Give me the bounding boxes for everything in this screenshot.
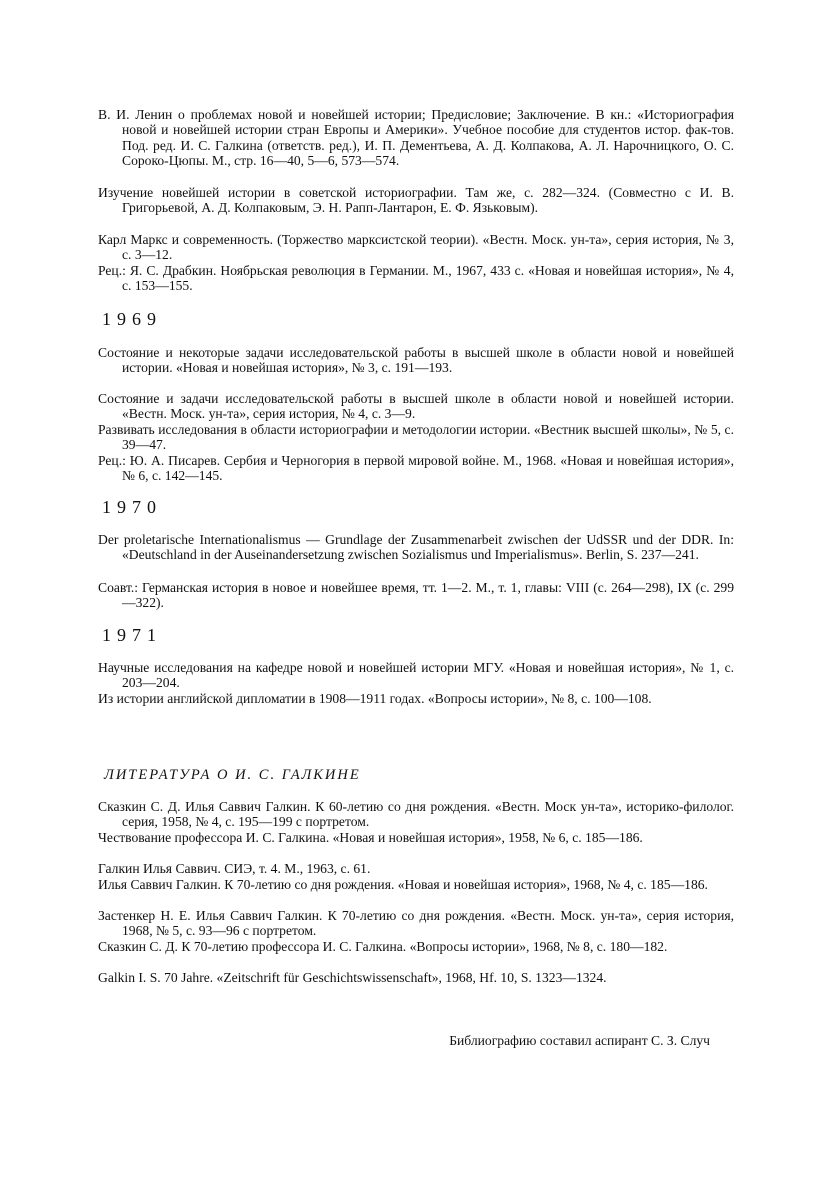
literature-item-1: Сказкин С. Д. Илья Саввич Галкин. К 60-летию со дня рождения. «Вестн. Моск ун-та», историко-филолог. серия, 1958, № 4, с. 195—199 с портретом. [98, 799, 734, 830]
year-heading-1970: 1970 [102, 497, 162, 517]
entry-1969-2: Состояние и задачи исследовательской работы в высшей школе в области новой и новейшей истории. «Вестн. Моск. ун-та», серия история, № 4, с. 3—9. [98, 391, 734, 422]
literature-item-5: Застенкер Н. Е. Илья Саввич Галкин. К 70-летию со дня рождения. «Вестн. Моск. ун-та», серия история, 1968, № 5, с. 93—96 с портретом. [98, 908, 734, 939]
entry-1968-lenin: В. И. Ленин о проблемах новой и новейшей истории; Предисловие; Заключение. В кн.: «Историография новой и новейшей истории стран Европы и Америки». Учебное пособие для студентов истор. фак-тов. Под. ред. И. С. Галкина (ответств. ред.), И. П. Дементьева, А. Д. Колпакова, А. Л. Нарочницкого, О. С. Сороко-Цюпы. М., стр. 16—40, 5—6, 573—574. [98, 107, 734, 169]
literature-item-6: Сказкин С. Д. К 70-летию профессора И. С. Галкина. «Вопросы истории», 1968, № 8, с. 180—182. [98, 939, 668, 954]
entry-1968-review: Рец.: Я. С. Драбкин. Ноябрьская революция в Германии. М., 1967, 433 с. «Новая и новейшая история», № 4, с. 153—155. [98, 263, 734, 294]
entry-1969-1: Состояние и некоторые задачи исследовательской работы в высшей школе в области новой и новейшей истории. «Новая и новейшая история», № 3, с. 191—193. [98, 345, 734, 376]
entry-1971-1: Научные исследования на кафедре новой и новейшей истории МГУ. «Новая и новейшая история», № 1, с. 203—204. [98, 660, 734, 691]
year-heading-1969: 1969 [102, 309, 162, 329]
entry-1968-marx: Карл Маркс и современность. (Торжество марксистской теории). «Вестн. Моск. ун-та», серия история, № 3, с. 3—12. [98, 232, 734, 263]
literature-item-2: Чествование профессора И. С. Галкина. «Новая и новейшая история», 1958, № 6, с. 185—186. [98, 830, 643, 845]
entry-1968-historiography: Изучение новейшей истории в советской историографии. Там же, с. 282—324. (Совместно с И. В. Григорьевой, А. Д. Колпаковым, Э. Н. Рапп-Лантарон, Е. Ф. Язьковым). [98, 185, 734, 216]
literature-item-7: Galkin I. S. 70 Jahre. «Zeitschrift für Geschichtswissenschaft», 1968, Hf. 10, S. 1323—1324. [98, 970, 607, 985]
entry-1969-4: Рец.: Ю. А. Писарев. Сербия и Черногория в первой мировой войне. М., 1968. «Новая и новейшая история», № 6, с. 142—145. [98, 453, 734, 484]
section-heading-literature: ЛИТЕРАТУРА О И. С. ГАЛКИНЕ [104, 767, 361, 783]
literature-item-3: Галкин Илья Саввич. СИЭ, т. 4. М., 1963, с. 61. [98, 861, 371, 876]
literature-item-4: Илья Саввич Галкин. К 70-летию со дня рождения. «Новая и новейшая история», 1968, № 4, с. 185—186. [98, 877, 708, 892]
entry-1971-2: Из истории английской дипломатии в 1908—1911 годах. «Вопросы истории», № 8, с. 100—108. [98, 691, 652, 706]
entry-1970-2: Соавт.: Германская история в новое и новейшее время, тт. 1—2. М., т. 1, главы: VIII (с. 264—298), IX (с. 299—322). [98, 580, 734, 611]
year-heading-1971: 1971 [102, 625, 162, 645]
entry-1970-1: Der proletarische Internationalismus — Grundlage der Zusammenarbeit zwischen der UdSSR und der DDR. In: «Deutschland in der Auseinandersetzung zwischen Sozialismus und Imperialismus». Berlin, S. 237—241. [98, 532, 734, 563]
entry-1969-3: Развивать исследования в области историографии и методологии истории. «Вестник высшей школы», № 5, с. 39—47. [98, 422, 734, 453]
compiler-signature: Библиографию составил аспирант С. З. Случ [449, 1033, 710, 1048]
